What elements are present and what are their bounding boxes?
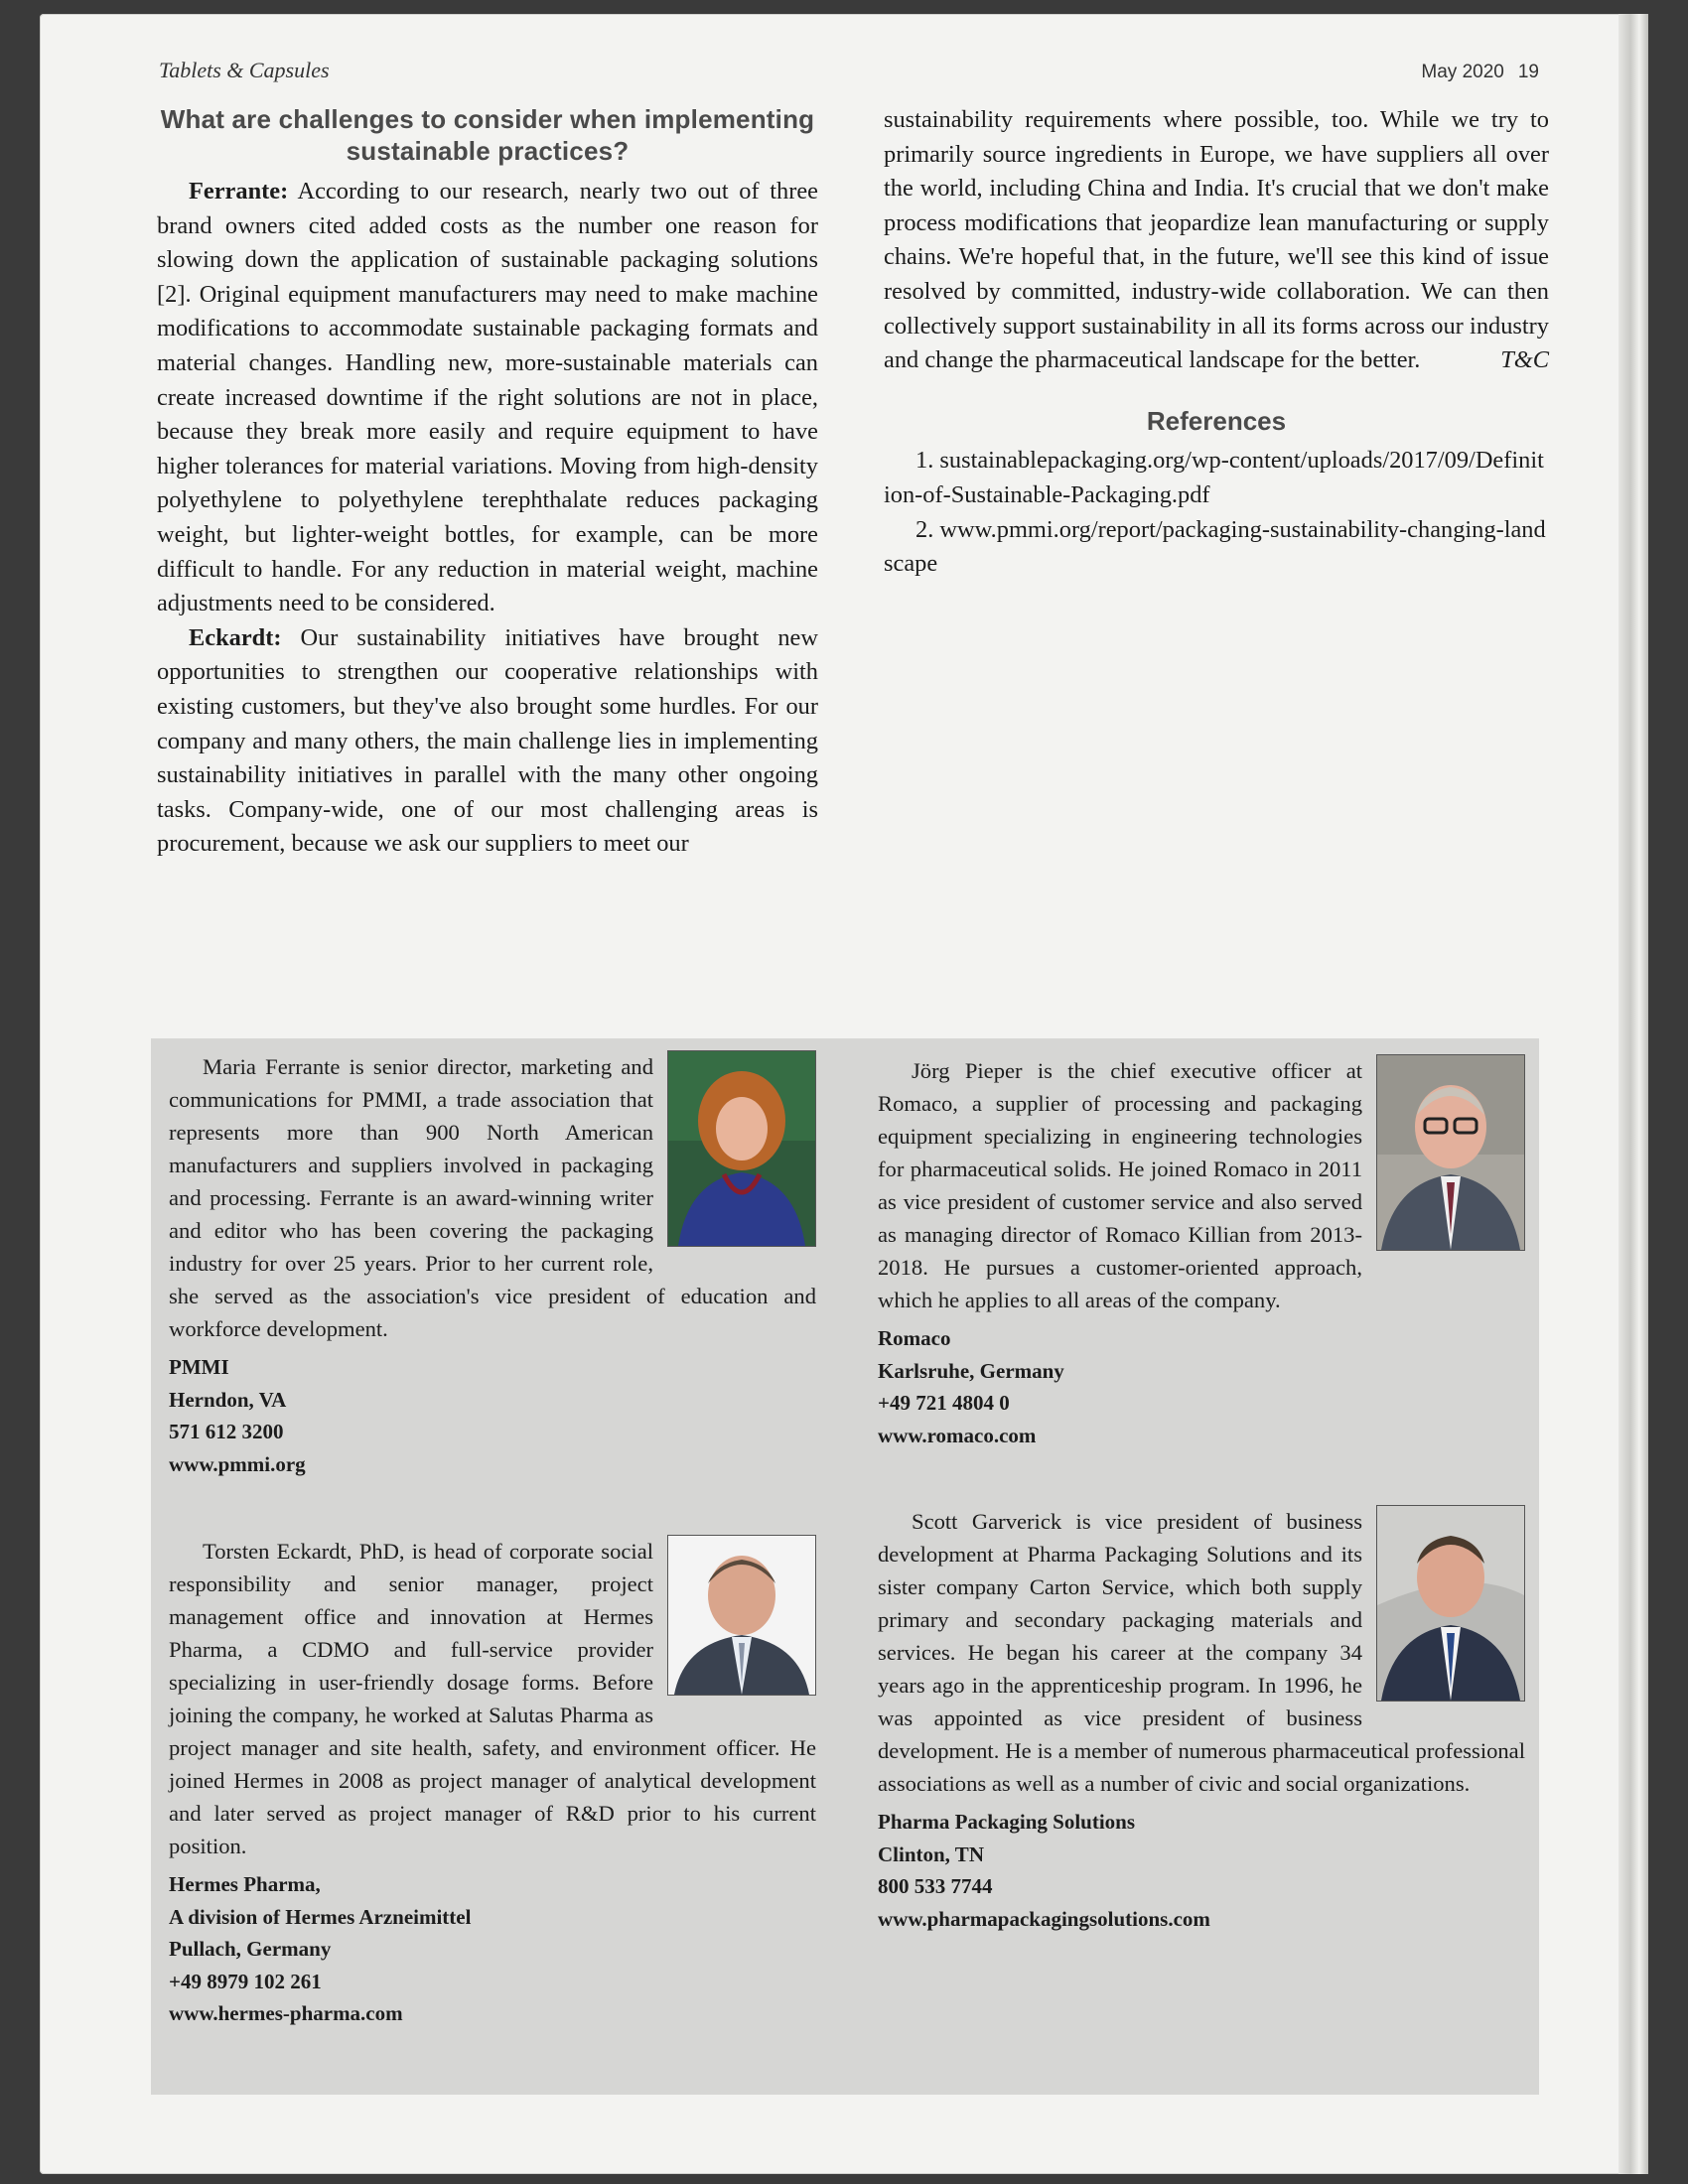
contact-line: 571 612 3200 xyxy=(169,1420,284,1443)
page-number: 19 xyxy=(1517,62,1539,82)
article-left-column xyxy=(157,103,818,862)
continued-answer xyxy=(884,103,1549,378)
portrait-photo xyxy=(1376,1505,1525,1702)
contact-line: A division of Hermes Arzneimittel xyxy=(169,1904,472,1929)
portrait-photo xyxy=(1376,1054,1525,1251)
bio-ferrante xyxy=(169,1050,816,1480)
portrait-photo xyxy=(667,1535,816,1696)
issue-info xyxy=(1421,62,1539,83)
bio-contact xyxy=(878,1806,1525,1935)
issue-date: May 2020 xyxy=(1421,62,1504,82)
contact-line: PMMI xyxy=(169,1355,229,1379)
contact-line: Herndon, VA xyxy=(169,1387,287,1412)
eckardt-answer xyxy=(157,621,818,862)
contact-line: www.pmmi.org xyxy=(169,1451,306,1476)
contact-line: www.hermes-pharma.com xyxy=(169,2001,403,2025)
section-heading: What are challenges to consider when implementing sustainable practices? xyxy=(160,104,815,166)
contact-line: www.romaco.com xyxy=(878,1423,1037,1447)
bio-text: Torsten Eckardt, PhD, is head of corporate social responsibility and senior manager, project management office and innovation at Hermes Pharma, a CDMO and full-service provider specializing in user-friendly dosage forms. Before joining the company, he worked at Salutas Pharma as project manager and site health, safety, and environment officer. He joined Hermes in 2008 as project manager of analytical development and later served as project manager of R&D prior to his current position. xyxy=(169,1539,816,1858)
answer-text: sustainability requirements where possible, too. While we try to primarily source ingredients in Europe, we have suppliers all over the world, including China and India. It's crucial that we don't make process modifications that jeopardize lean manufacturing or supply chains. We're hopeful that, in the future, we'll see this kind of issue resolved by committed, industry-wide collaboration. We can then collectively support sustainability in all its forms across our industry and change the pharmaceutical landscape for the better. xyxy=(884,106,1549,374)
contact-line: Romaco xyxy=(878,1326,951,1350)
bio-garverick xyxy=(878,1505,1525,1935)
answer-text: According to our research, nearly two out of three brand owners cited added costs as the number one reason for slowing down the application of sustainable packaging solutions [2]. Original equipment manufacturers may need to make machine modifications to accommodate sustainable packaging formats and material changes. Handling new, more-sustainable materials can create increased downtime if the right solutions are not in place, because they break more easily and require equipment to have higher tolerances for material variations. Moving from high-density polyethylene to polyethylene terephthalate reduces packaging weight, but lighter-weight bottles, for example, can be more difficult to handle. For any reduction in material weight, machine adjustments need to be considered. xyxy=(157,178,818,617)
contact-line: +49 8979 102 261 xyxy=(169,1969,322,1993)
contact-line: Pullach, Germany xyxy=(169,1937,332,1961)
publication-name: Tablets & Capsules xyxy=(159,58,330,82)
article-right-column xyxy=(884,103,1549,582)
speaker-label: Ferrante: xyxy=(189,178,289,205)
contact-line: Pharma Packaging Solutions xyxy=(878,1810,1136,1834)
contact-line: 800 533 7744 xyxy=(878,1874,993,1898)
reference-item: 1. sustainablepackaging.org/wp-content/uploads/2017/09/Definition-of-Sustainable-Packaging.pdf xyxy=(884,447,1544,508)
bio-text: Maria Ferrante is senior director, marketing and communications for PMMI, a trade association that represents more than 900 North American manufacturers and suppliers involved in packaging and processing. Ferrante is an award-winning writer and editor who has been covering the packaging industry for over 25 years. Prior to her current role, she served as the association's vice president of education and workforce development. xyxy=(169,1054,816,1341)
ferrante-answer xyxy=(157,175,818,621)
contact-line: Karlsruhe, Germany xyxy=(878,1358,1064,1383)
author-bios-box xyxy=(151,1038,1539,2095)
bio-eckardt xyxy=(169,1535,816,2030)
reference-item: 2. www.pmmi.org/report/packaging-sustainability-changing-landscape xyxy=(884,515,1546,578)
bio-contact xyxy=(169,1351,816,1480)
contact-line: +49 721 4804 0 xyxy=(878,1391,1010,1415)
contact-line: Hermes Pharma, xyxy=(169,1872,321,1896)
speaker-label: Eckardt: xyxy=(189,623,282,651)
portrait-photo xyxy=(667,1050,816,1247)
bio-text: Jörg Pieper is the chief executive officer at Romaco, a supplier of processing and packaging equipment specializing in engineering technologies for pharmaceutical solids. He joined Romaco in 2011 as vice president of customer service and also served as managing director of Romaco Killian from 2013-2018. He pursues a customer-oriented approach, which he applies to all areas of the company. xyxy=(878,1058,1362,1312)
page-edge xyxy=(1618,14,1648,2174)
contact-line: Clinton, TN xyxy=(878,1842,984,1866)
end-mark: T&C xyxy=(1500,346,1549,374)
contact-line: www.pharmapackagingsolutions.com xyxy=(878,1906,1210,1931)
bio-contact xyxy=(878,1322,1525,1451)
bio-contact xyxy=(169,1868,816,2030)
bio-text: Scott Garverick is vice president of business development at Pharma Packaging Solutions and its sister company Carton Service, which both supply primary and secondary packaging materials and services. He began his career at the company 34 years ago in the apprenticeship program. In 1996, he was appointed as vice president of business development. He is a member of numerous pharmaceutical professional associations as well as a number of civic and social organizations. xyxy=(878,1509,1525,1796)
bio-pieper xyxy=(878,1054,1525,1451)
references-heading: References xyxy=(1146,405,1287,436)
answer-text: Our sustainability initiatives have brought new opportunities to strengthen our cooperative relationships with existing customers, but they've also brought some hurdles. For our company and many others, the main challenge lies in implementing sustainability initiatives in parallel with the many other ongoing tasks. Company-wide, one of our most challenging areas is procurement, because we ask our suppliers to meet our xyxy=(157,623,818,858)
